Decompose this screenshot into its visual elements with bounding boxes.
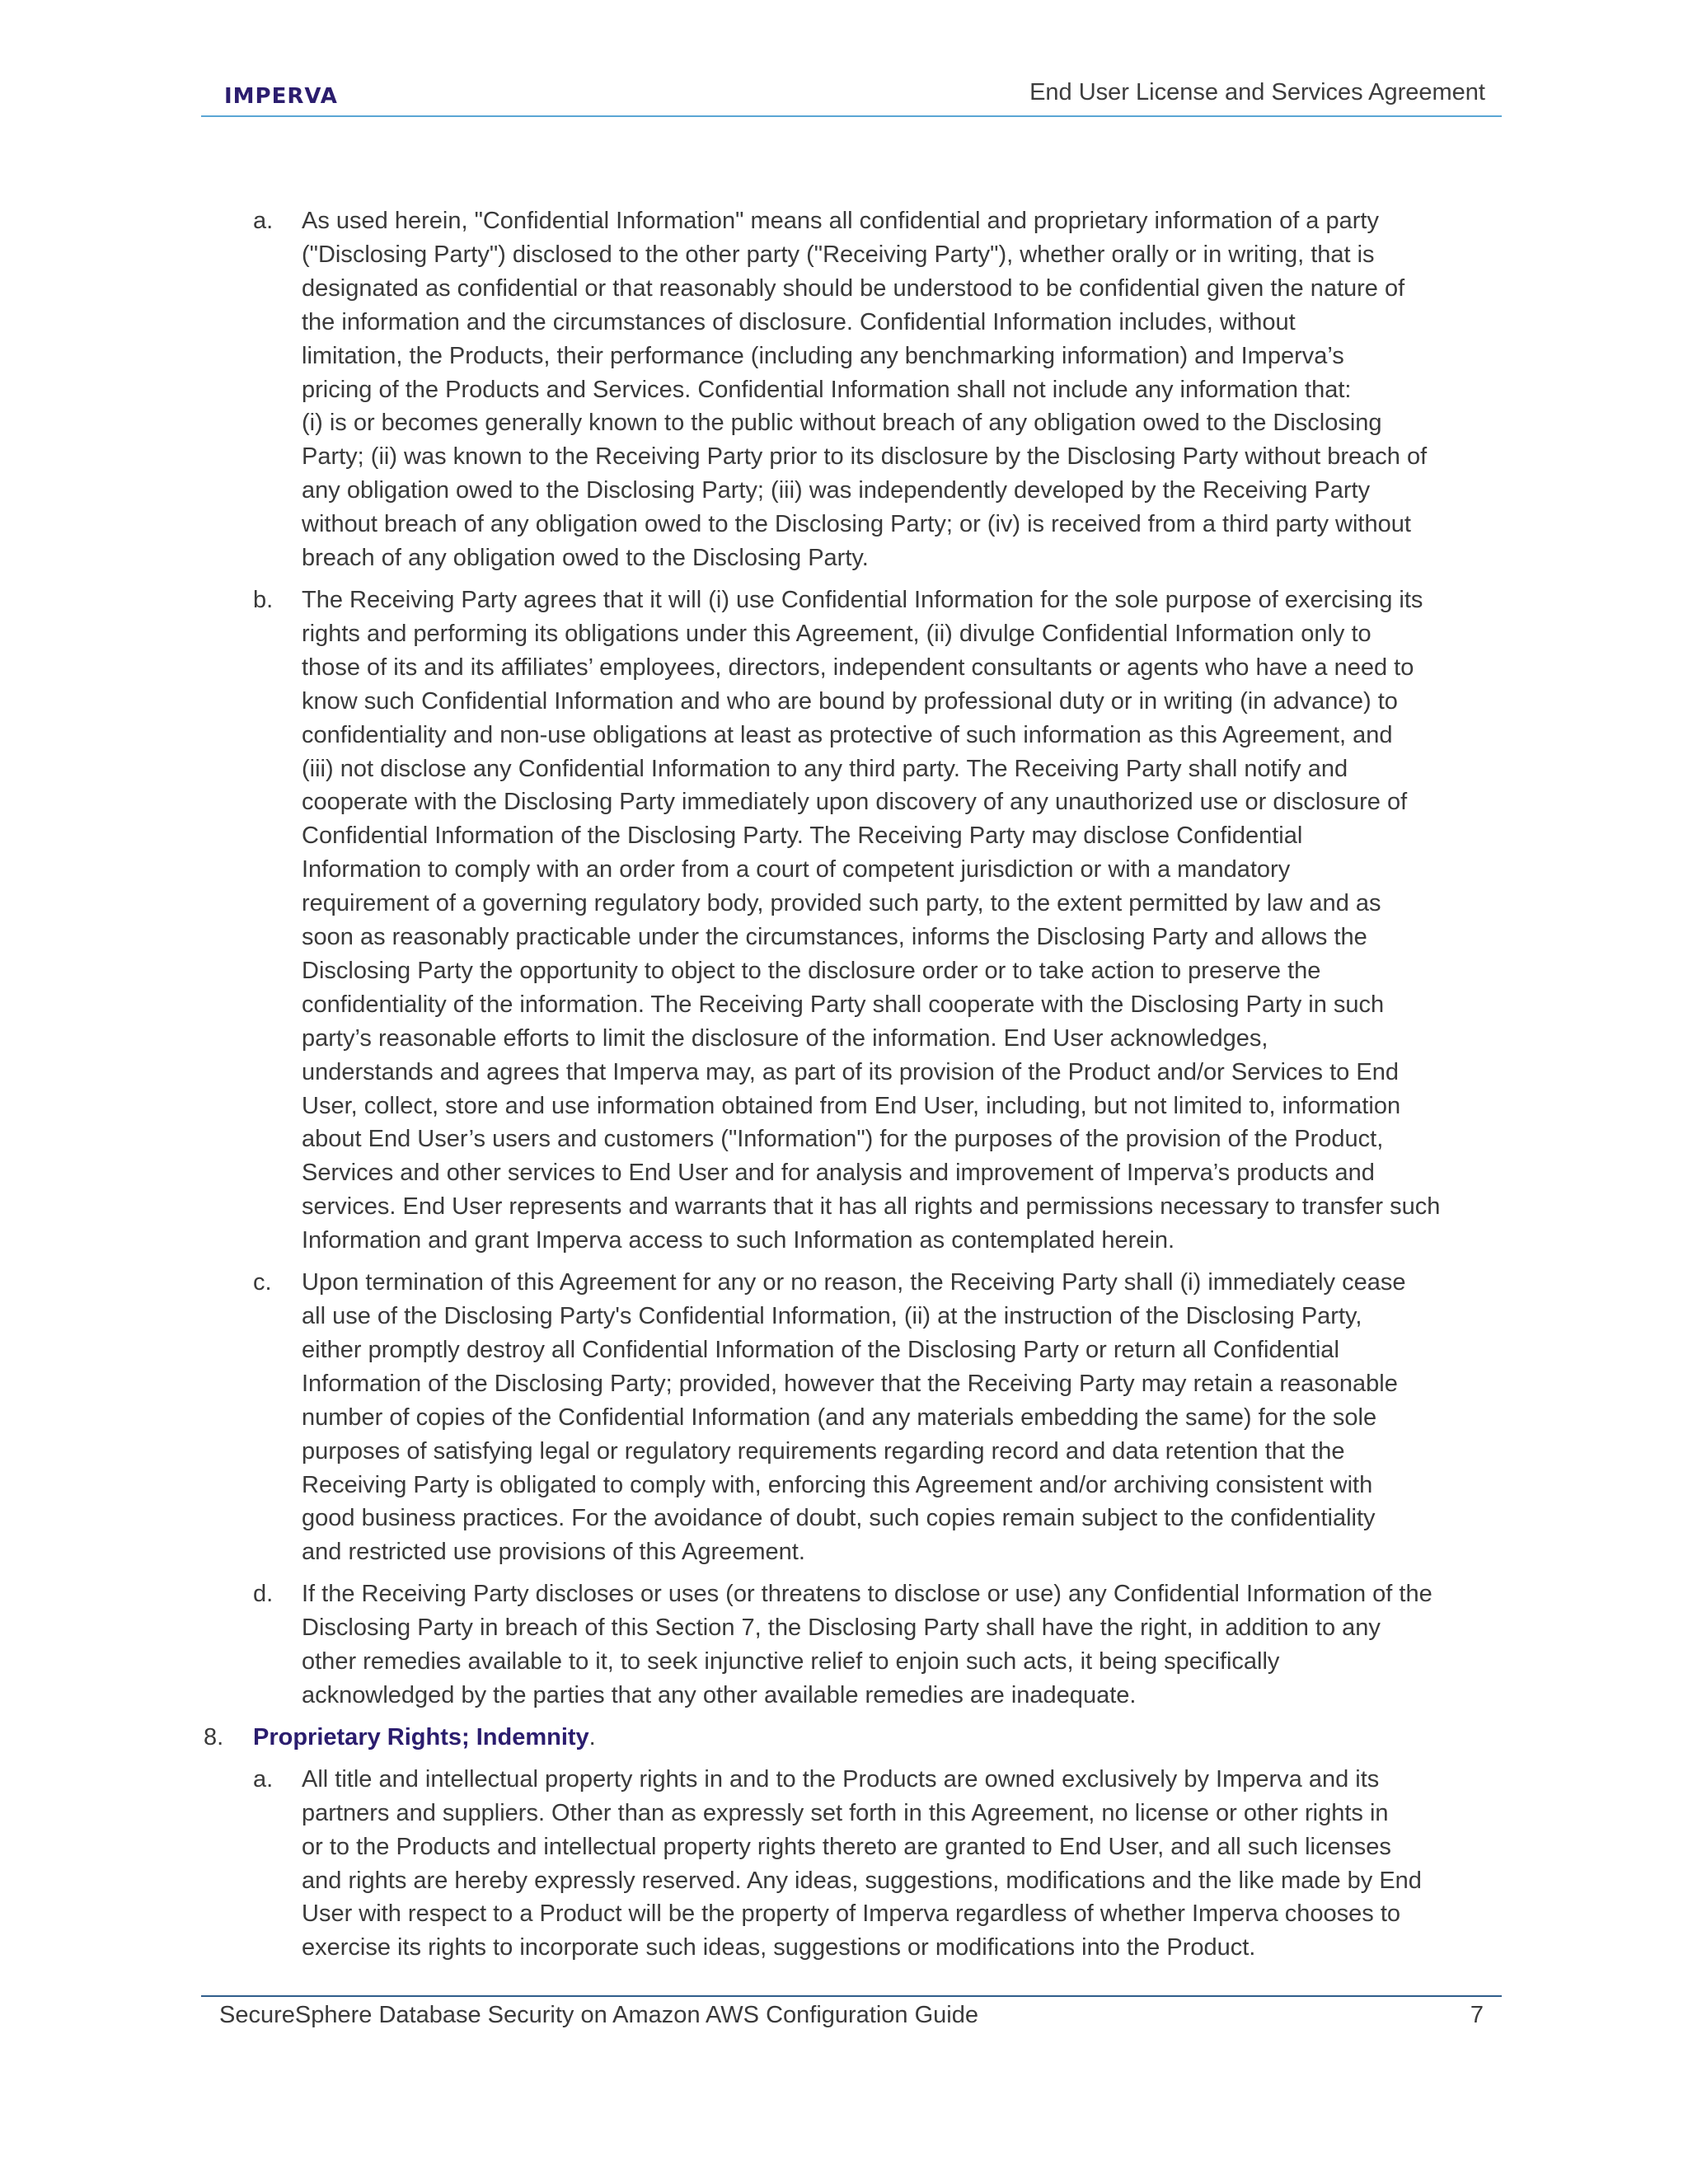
section-number: 8. — [204, 1723, 224, 1750]
list-marker: a. — [253, 208, 274, 234]
clause-text: The Receiving Party agrees that it will (i) use Confidential Information for the sole purpose of exercising its rights and performing its obligations under this Agreement, (ii) divulge Confidential Information only to those of its and its affiliates’ employees, directors, independent consultants or agents who have a need to know such Confidential Information and who are bound by professional duty or in writing (in advance) to confidentiality and non-use obligations at least as protective of such information as this Agreement, and (iii) not disclose any Confidential Information to any third party. The Receiving Party shall notify and cooperate with the Disclosing Party immediately upon discovery of any unauthorized use or disclosure of Confidential Information of the Disclosing Party. The Receiving Party may disclose Confidential Information to comply with an order from a court of competent jurisdiction or with a mandatory requirement of a governing regulatory body, provided such party, to the extent permitted by law and as soon as reasonably practicable under the circumstances, informs the Disclosing Party and allows the Disclosing Party the opportunity to object to the disclosure order or to take action to preserve the confidentiality of the information. The Receiving Party shall cooperate with the Disclosing Party in such party’s reasonable efforts to limit the disclosure of the information. End User acknowledges, understands and agrees that Imperva may, as part of its provision of the Product and/or Services to End User, collect, store and use information obtained from End User, including, but not limited to, information about End User’s users and customers ("Information") for the purposes of the provision of the Product, Services and other services to End User and for analysis and improvement of Imperva’s products and services. End User represents and warrants that it has all rights and permissions necessary to transfer such Information and grant Imperva access to such Information as contemplated herein. — [302, 586, 1441, 1254]
list-marker: a. — [253, 1765, 274, 1793]
list-marker: c. — [253, 1269, 272, 1296]
page-header — [201, 77, 1502, 117]
clause-7d — [201, 1577, 1502, 1713]
clause-text: If the Receiving Party discloses or uses (or threatens to disclose or use) any Confidential Information of the Disclosing Party in breach of this Section 7, the Disclosing Party shall have the right, in addition to any other remedies available to it, to seek injunctive relief to enjoin such acts, it being specifically acknowledged by the parties that any other available remedies are inadequate. — [302, 1581, 1432, 1708]
clause-8a — [201, 1763, 1502, 1965]
clause-text: Upon termination of this Agreement for any or no reason, the Receiving Party shall (i) immediately cease all use of the Disclosing Party's Confidential Information, (ii) at the instruction of the Disclosing Party, either promptly destroy all Confidential Information of the Disclosing Party or return all Confidential Information of the Disclosing Party; provided, however that the Receiving Party may retain a reasonable number of copies of the Confidential Information (and any materials embedding the same) for the sole purposes of satisfying legal or regulatory requirements regarding record and data retention that the Receiving Party is obligated to comply with, enforcing this Agreement and/or archiving consistent with good business practices. For the avoidance of doubt, such copies remain subject to the confidentiality and restricted use provisions of this Agreement. — [302, 1269, 1406, 1566]
page-number: 7 — [1470, 2002, 1484, 2028]
clause-7c — [201, 1266, 1502, 1569]
header-title: End User License and Services Agreement — [1029, 79, 1485, 105]
clause-text: All title and intellectual property rights in and to the Products are owned exclusively by Imperva and its partners and suppliers. Other than as expressly set forth in this Agreement, no license or other rights in or to the Products and intellectual property rights thereto are granted to End User, and all such licenses and rights are hereby expressly reserved. Any ideas, suggestions, modifications and the like made by End User with respect to a Product will be the property of Imperva regardless of whether Imperva chooses to exercise its rights to incorporate such ideas, suggestions or modifications into the Product. — [302, 1765, 1422, 1961]
list-marker: d. — [253, 1581, 274, 1608]
page-footer — [201, 1995, 1502, 2033]
imperva-logo: IMPERVA — [224, 84, 338, 109]
clause-7a — [201, 204, 1502, 575]
clause-text: As used herein, "Confidential Information" means all confidential and proprietary information of a party ("Disclosing Party") disclosed to the other party ("Receiving Party"), whether orally or in writing, that is designated as confidential or that reasonably should be understood to be confidential given the nature of the information and the circumstances of disclosure. Confidential Information includes, without limitation, the Products, their performance (including any benchmarking information) and Imperva’s pricing of the Products and Services. Confidential Information shall not include any information that: (i) is or becomes generally known to the public without breach of any obligation owed to the Disclosing Party; (ii) was known to the Receiving Party prior to its disclosure by the Disclosing Party without breach of any obligation owed to the Disclosing Party; (iii) was independently developed by the Receiving Party without breach of any obligation owed to the Disclosing Party; or (iv) is received from a third party without breach of any obligation owed to the Disclosing Party. — [302, 208, 1428, 572]
section-8-heading — [201, 1721, 1502, 1755]
clause-7b — [201, 583, 1502, 1258]
footer-document-title: SecureSphere Database Security on Amazon AWS Configuration Guide — [219, 2002, 979, 2028]
document-body — [201, 204, 1502, 1973]
section-title-period: . — [588, 1723, 596, 1750]
list-marker: b. — [253, 586, 274, 613]
section-title: Proprietary Rights; Indemnity — [253, 1723, 589, 1750]
